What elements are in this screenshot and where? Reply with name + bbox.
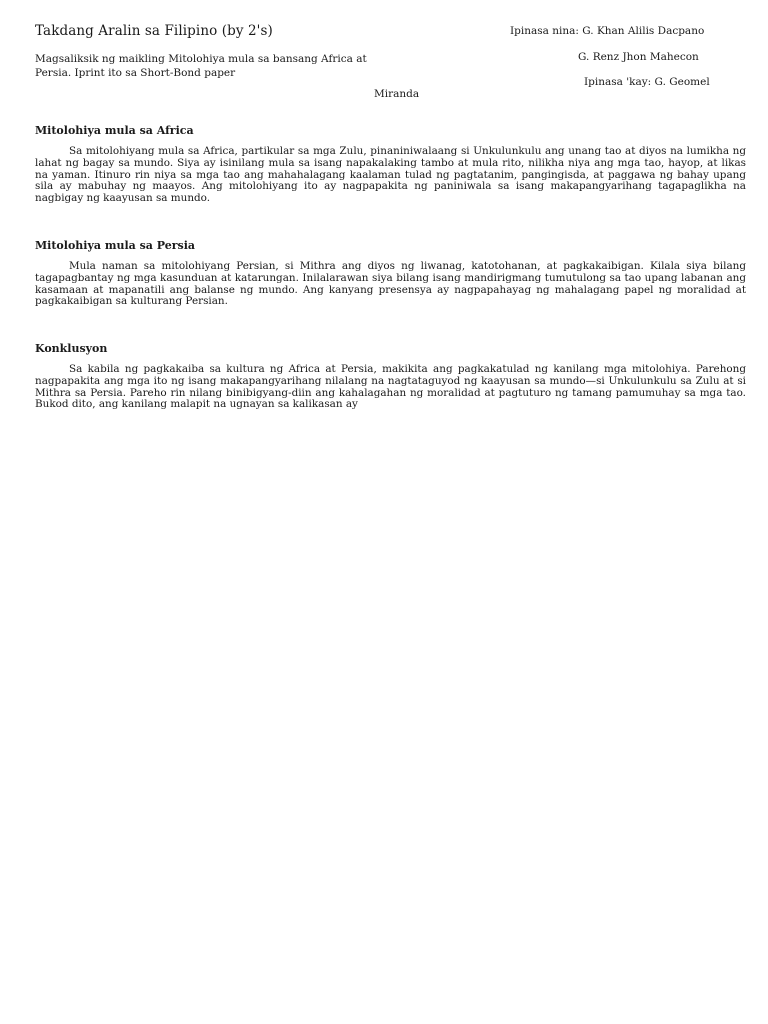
submitted-to: Ipinasa 'kay: G. Geomel [584, 76, 710, 88]
submitted-by: Ipinasa nina: G. Khan Alilis Dacpano [510, 25, 705, 37]
heading-persia: Mitolohiya mula sa Persia [35, 239, 196, 252]
paragraph-conclusion: Sa kabila ng pagkakaiba sa kultura ng Africa at Persia, makikita ang pagkakatulad ng kanilang mga mitolohiya. Parehong nagpapakita ang mga ito ng isang makapangyarihang nilalang na nagtataguyod ng kaayusan sa mundo—si Unkulunkulu sa Zulu at si Mithra sa Persia. Pareho rin nilang binibigyang-diin ang kahalagahan ng moralidad at pagtuturo ng tamang pamumuhay sa mga tao. Bukod dito, ang kanilang malapit na ugnayan sa kalikasan ay [35, 364, 746, 411]
group-member: G. Renz Jhon Mahecon [578, 51, 699, 63]
paragraph-africa: Sa mitolohiyang mula sa Africa, partikular sa mga Zulu, pinaniniwalaang si Unkulunkulu ang unang tao at diyos na lumikha ng lahat ng bagay sa mundo. Siya ay isinilang mula sa isang napakalaking tambo at mula rito, nilikha niya ang mga tao, hayop, at likas na yaman. Itinuro rin niya sa mga tao ang mahahalagang kaalaman tulad ng pagtatanim, pangingisda, at paggawa ng bahay upang sila ay mabuhay ng maayos. Ang mitolohiyang ito ay nagpapakita ng paniniwala sa isang makapangyarihang tagapaglikha na nagbigay ng kaayusan sa mundo. [35, 145, 746, 205]
document-title: Takdang Aralin sa Filipino (by 2's) [35, 23, 273, 39]
teacher-surname: Miranda [374, 88, 420, 100]
heading-conclusion: Konklusyon [35, 342, 108, 355]
heading-africa: Mitolohiya mula sa Africa [35, 124, 194, 137]
assignment-instructions: Magsaliksik ng maikling Mitolohiya mula sa bansang Africa at Persia. Iprint ito sa Short-Bond paper [35, 53, 367, 79]
paragraph-persia: Mula naman sa mitolohiyang Persian, si Mithra ang diyos ng liwanag, katotohanan, at pagkakaibigan. Kilala siya bilang tagapagbantay ng mga kasunduan at katarungan. Inilalarawan siya bilang isang mandirigmang tumutulong sa tao upang labanan ang kasamaan at mapanatili ang balanse ng mundo. Ang kanyang presensya ay nagpapahayag ng mahalagang papel ng moralidad at pagkakaibigan sa kulturang Persian. [35, 260, 746, 308]
